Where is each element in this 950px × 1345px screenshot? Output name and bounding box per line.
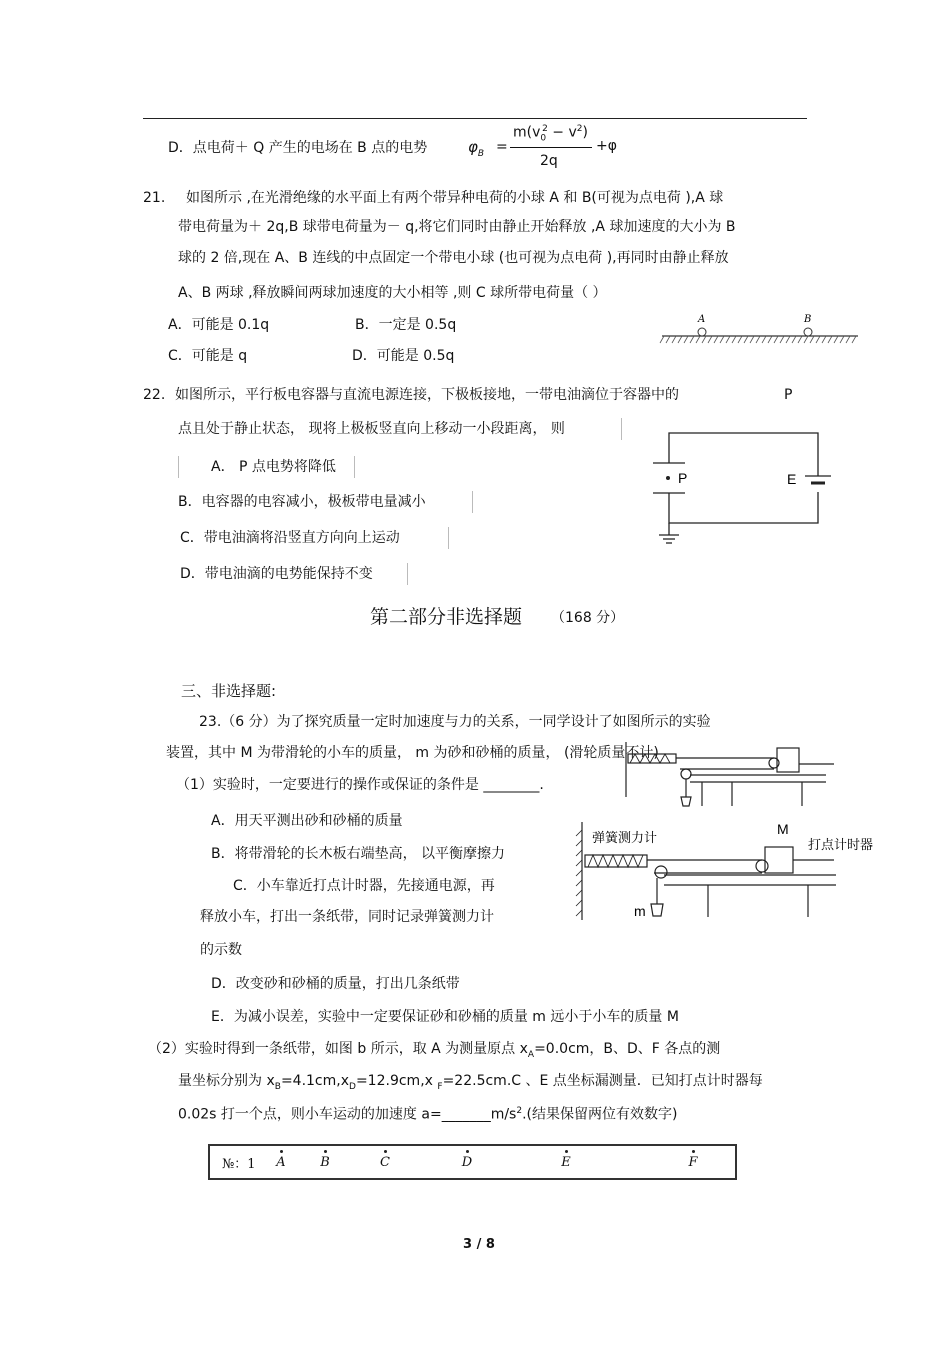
sand-bucket bbox=[651, 904, 663, 916]
q22-option-d: D．带电油滴的电势能保持不变 bbox=[180, 566, 373, 582]
divider bbox=[621, 418, 622, 440]
divider bbox=[472, 491, 473, 513]
q21-option-b: B．一定是 0.5q bbox=[355, 317, 457, 333]
divider bbox=[354, 456, 355, 478]
q23-sub2-line-1: （2）实验时得到一条纸带，如图 b 所示，取 A 为测量原点 $x_A=0.0cm$，B、D、F 各点的测 bbox=[148, 1041, 721, 1060]
phi-symbol: $\varphi_B$ bbox=[468, 138, 485, 159]
q23-option-e: E．为减小误差，实验中一定要保证砂和砂桶的质量 m 远小于小车的质量 M bbox=[211, 1009, 679, 1025]
part2-title: 第二部分非选择题 bbox=[370, 606, 523, 628]
header-rule bbox=[143, 118, 807, 119]
q23-option-c3: 的示数 bbox=[200, 942, 242, 958]
bucket-m-label: m bbox=[634, 903, 646, 919]
part2-score: （168 分） bbox=[551, 610, 625, 626]
q23-option-c1: C．小车靠近打点计时器，先接通电源，再 bbox=[233, 878, 495, 894]
ball-b bbox=[804, 328, 812, 336]
page-number: 3 / 8 bbox=[463, 1237, 495, 1252]
ball-a-label: A bbox=[698, 314, 706, 325]
q23-option-b: B．将带滑轮的长木板右端垫高， 以平衡摩擦力 bbox=[211, 846, 506, 862]
tape-point-b: B bbox=[318, 1150, 332, 1170]
q21-number: 21. bbox=[143, 190, 166, 206]
q23-sub1: （1）实验时，一定要进行的操作或保证的条件是 ________. bbox=[176, 777, 544, 793]
q21-option-c: C．可能是 q bbox=[168, 348, 248, 364]
q23-small-apparatus-figure bbox=[622, 742, 837, 810]
q22-line-2: 点且处于静止状态， 现将上极板竖直向上移动一小段距离， 则 bbox=[178, 421, 565, 437]
tape-label: №：1 bbox=[222, 1157, 256, 1172]
option-d-text: D．点电荷＋ Q 产生的电场在 B 点的电势 bbox=[168, 140, 428, 156]
q21-option-d: D．可能是 0.5q bbox=[352, 348, 455, 364]
q23-option-c2: 释放小车，打出一条纸带，同时记录弹簧测力计 bbox=[200, 909, 494, 925]
cart-m bbox=[765, 847, 793, 873]
fraction-bar bbox=[510, 147, 592, 148]
paper-tape bbox=[208, 1144, 737, 1180]
label-e: E bbox=[787, 471, 797, 487]
q23-line-1: 23.（6 分）为了探究质量一定时加速度与力的关系，一同学设计了如图所示的实验 bbox=[199, 714, 711, 730]
q21-line-4: A、B 两球 ,释放瞬间两球加速度的大小相等 ,则 C 球所带电荷量（ ） bbox=[178, 285, 607, 301]
q21-line-3: 球的 2 倍,现在 A、B 连线的中点固定一个带电小球 (也可视为点电荷 ),再同时由静止释放 bbox=[178, 250, 729, 266]
formula-suffix: +φ bbox=[596, 138, 617, 154]
formula-denominator: 2q bbox=[540, 153, 558, 169]
tape-point-f: F bbox=[686, 1150, 700, 1170]
q23-line-2: 装置，其中 M 为带滑轮的小车的质量， m 为砂和砂桶的质量， (滑轮质量不计) bbox=[166, 745, 659, 761]
ball-b-label: B bbox=[804, 314, 812, 325]
q21-figure bbox=[660, 312, 860, 348]
cart-m-label: M bbox=[777, 821, 789, 837]
q23-sub2-line-3: 0.02s 打一个点，则小车运动的加速度 $a=\_\_\_\_\_\_\_m/s^2$.(结果保留两位有效数字) bbox=[178, 1106, 678, 1123]
q22-option-b: B．电容器的电容减小，极板带电量减小 bbox=[178, 494, 426, 510]
tape-point-d: D bbox=[460, 1150, 474, 1170]
q22-line-1: 如图所示，平行板电容器与直流电源连接，下极板接地，一带电油滴位于容器中的 bbox=[175, 387, 679, 403]
q22-option-a: A． P 点电势将降低 bbox=[211, 459, 336, 475]
q21-line-2: 带电荷量为＋ 2q,B 球带电荷量为－ q,将它们同时由静止开始释放 ,A 球加速度的大小为 B bbox=[178, 219, 736, 235]
tape-point-c: C bbox=[378, 1150, 392, 1170]
formula-numerator: $m(v_0^2 - v^2)$ bbox=[513, 124, 588, 144]
divider bbox=[178, 456, 179, 478]
q21-option-a: A．可能是 0.1q bbox=[168, 317, 270, 333]
timer-label: 打点计时器 bbox=[808, 837, 874, 852]
tape-point-a: A bbox=[274, 1150, 288, 1170]
q22-line-1-p: P bbox=[784, 387, 793, 403]
spring-scale-label: 弹簧测力计 bbox=[592, 830, 658, 845]
q23-sub2-line-2: 量坐标分别为 $x_B=4.1cm,x_D=12.9cm,x$ $_F$=22.5cm.C 、E 点坐标漏测量．已知打点计时器每 bbox=[178, 1073, 763, 1092]
q23-option-d: D．改变砂和砂桶的质量，打出几条纸带 bbox=[211, 976, 460, 992]
q22-option-c: C．带电油滴将沿竖直方向向上运动 bbox=[180, 530, 400, 546]
tape-point-e: E bbox=[559, 1150, 573, 1170]
divider bbox=[448, 527, 449, 549]
ball-a bbox=[698, 328, 706, 336]
section3-heading: 三、非选择题: bbox=[181, 682, 277, 700]
oil-drop bbox=[666, 476, 670, 480]
q23-option-a: A．用天平测出砂和砂桶的质量 bbox=[211, 813, 403, 829]
q22-number: 22. bbox=[143, 387, 166, 403]
q23-apparatus-figure bbox=[572, 820, 872, 925]
divider bbox=[407, 563, 408, 585]
q22-circuit-figure bbox=[645, 425, 830, 550]
equals-sign: = bbox=[496, 139, 508, 155]
label-p: P bbox=[678, 470, 688, 486]
q21-line-1: 如图所示 ,在光滑绝缘的水平面上有两个带异种电荷的小球 A 和 B(可视为点电荷 ),A 球 bbox=[186, 190, 724, 206]
